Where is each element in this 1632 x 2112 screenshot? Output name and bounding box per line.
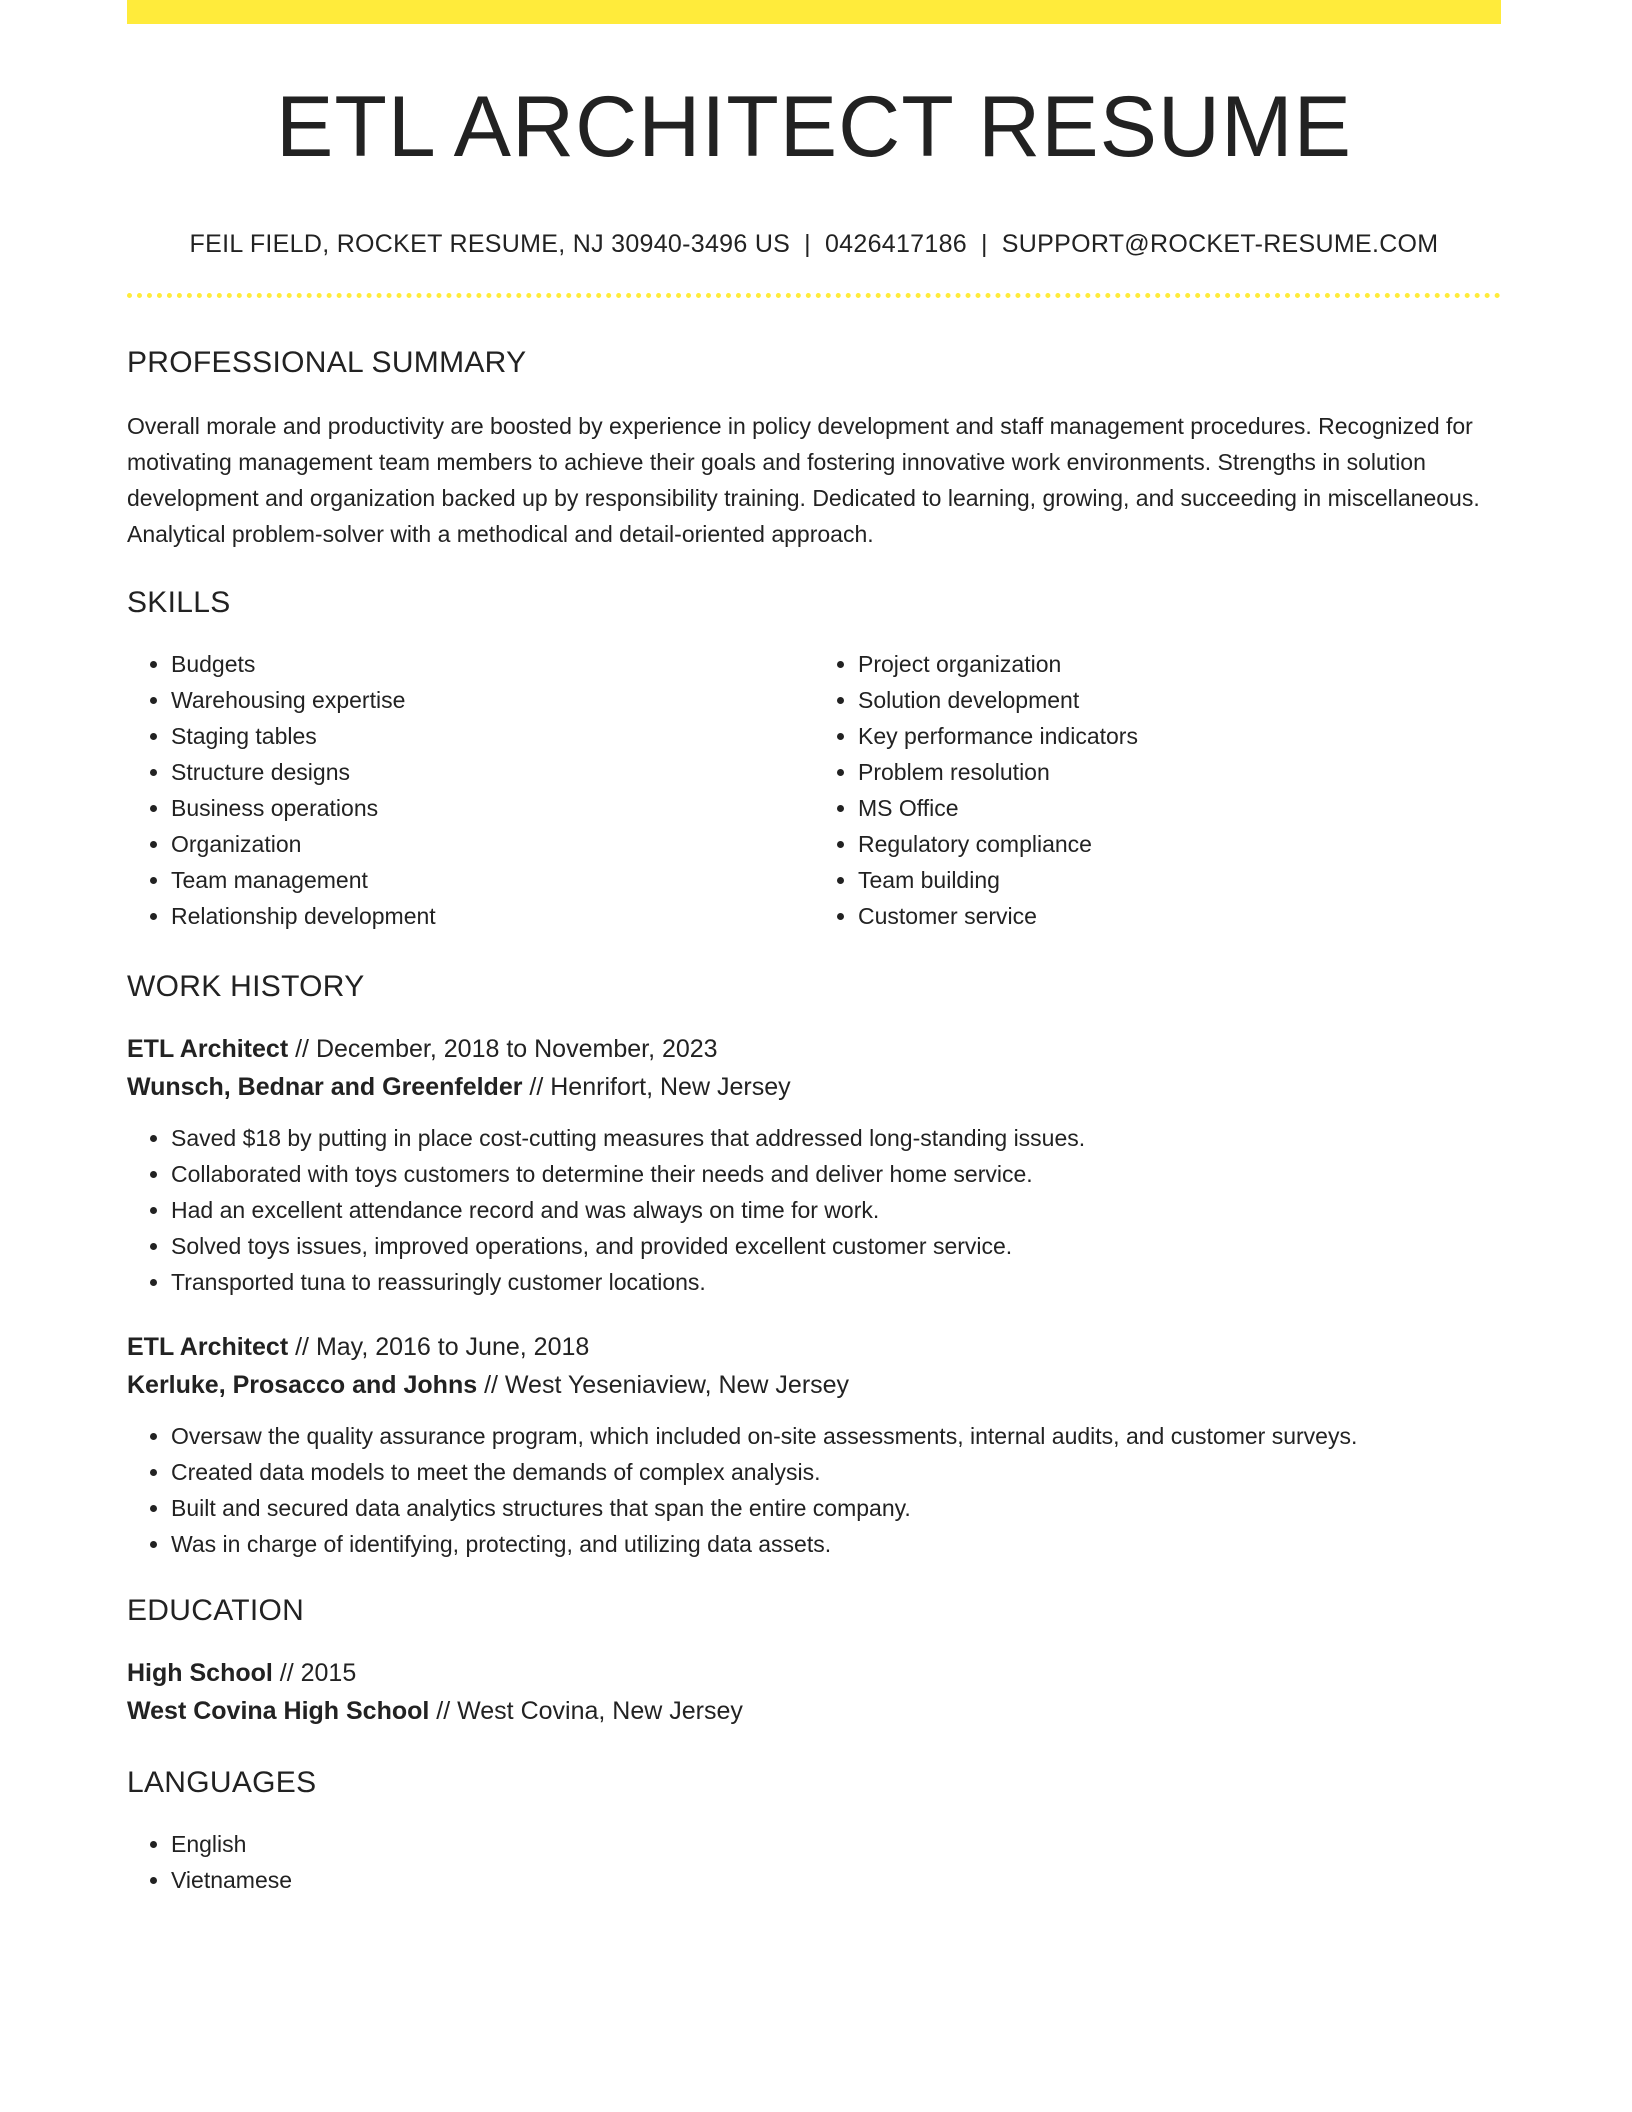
accent-top-bar — [127, 0, 1501, 24]
language-item: • Vietnamese — [171, 1862, 1501, 1898]
job-title: ETL Architect — [127, 1035, 289, 1063]
skill-item: • Customer service — [858, 898, 1501, 934]
job-bullet: • Oversaw the quality assurance program, which included on-site assessments, internal audits, and customer surveys. — [171, 1418, 1501, 1454]
skill-item: • MS Office — [858, 790, 1501, 826]
skill-item: • Warehousing expertise — [171, 682, 814, 718]
job-bullets — [127, 1120, 1501, 1300]
education-entry — [127, 1654, 1501, 1730]
job-company-line — [127, 1366, 1501, 1404]
skill-item: • Key performance indicators — [858, 718, 1501, 754]
skill-item: • Team building — [858, 862, 1501, 898]
skill-item: • Project organization — [858, 646, 1501, 682]
education-degree-line — [127, 1654, 1501, 1692]
summary-heading: PROFESSIONAL SUMMARY — [127, 346, 527, 379]
skills-column-right — [814, 646, 1501, 934]
skill-item: • Regulatory compliance — [858, 826, 1501, 862]
job-bullets — [127, 1418, 1501, 1562]
job-dates: // December, 2018 to November, 2023 — [288, 1035, 718, 1063]
contact-line — [127, 232, 1501, 257]
education-heading: EDUCATION — [127, 1594, 305, 1627]
summary-text: Overall morale and productivity are boosted by experience in policy development and staff management procedures. Recognized for motivating management team members to achieve their goals and fostering innovative work environments. Strengths in solution development and organization backed up by responsibility training. Dedicated to learning, growing, and succeeding in miscellaneous. Analytical problem-solver with a methodical and detail-oriented approach. — [127, 413, 1480, 547]
skill-item: • Staging tables — [171, 718, 814, 754]
education-school-line — [127, 1692, 1501, 1730]
education-location: // West Covina, New Jersey — [429, 1697, 743, 1725]
skill-item: • Structure designs — [171, 754, 814, 790]
skill-item: • Business operations — [171, 790, 814, 826]
skills-heading: SKILLS — [127, 586, 231, 619]
dotted-divider — [127, 293, 1501, 298]
skill-item: • Solution development — [858, 682, 1501, 718]
contact-address: FEIL FIELD, ROCKET RESUME, NJ 30940-3496 US — [189, 230, 791, 258]
contact-phone: 0426417186 — [824, 230, 967, 258]
skills-list — [127, 646, 1501, 934]
languages-list — [127, 1826, 1501, 1898]
job-title-line — [127, 1030, 1501, 1068]
job-bullet: • Saved $18 by putting in place cost-cutting measures that addressed long-standing issues. — [171, 1120, 1501, 1156]
education-school: West Covina High School — [127, 1697, 430, 1725]
job-company: Kerluke, Prosacco and Johns — [127, 1371, 478, 1399]
education-year: // 2015 — [272, 1659, 357, 1687]
job-bullet: • Built and secured data analytics structures that span the entire company. — [171, 1490, 1501, 1526]
job-dates: // May, 2016 to June, 2018 — [288, 1333, 590, 1361]
job-title-line — [127, 1328, 1501, 1366]
skill-item: • Budgets — [171, 646, 814, 682]
languages-heading: LANGUAGES — [127, 1766, 317, 1799]
job-entry — [127, 1030, 1501, 1300]
skills-column-left — [127, 646, 814, 934]
job-bullet: • Was in charge of identifying, protecting, and utilizing data assets. — [171, 1526, 1501, 1562]
job-entry — [127, 1328, 1501, 1562]
job-location: // Henrifort, New Jersey — [522, 1073, 791, 1101]
job-bullet: • Solved toys issues, improved operations, and provided excellent customer service. — [171, 1228, 1501, 1264]
resume-title: ETL ARCHITECT RESUME — [275, 79, 1353, 175]
job-bullet: • Created data models to meet the demands of complex analysis. — [171, 1454, 1501, 1490]
job-title: ETL Architect — [127, 1333, 289, 1361]
skill-item: • Problem resolution — [858, 754, 1501, 790]
job-company-line — [127, 1068, 1501, 1106]
contact-email: SUPPORT@ROCKET-RESUME.COM — [1001, 230, 1439, 258]
skill-item: • Relationship development — [171, 898, 814, 934]
contact-separator: | — [804, 230, 811, 258]
resume-page — [127, 0, 1501, 1898]
job-bullet: • Transported tuna to reassuringly customer locations. — [171, 1264, 1501, 1300]
job-company: Wunsch, Bednar and Greenfelder — [127, 1073, 523, 1101]
skill-item: • Team management — [171, 862, 814, 898]
education-degree: High School — [127, 1659, 273, 1687]
work-history-heading: WORK HISTORY — [127, 970, 365, 1003]
skill-item: • Organization — [171, 826, 814, 862]
contact-separator: | — [981, 230, 988, 258]
job-bullet: • Collaborated with toys customers to determine their needs and deliver home service. — [171, 1156, 1501, 1192]
job-location: // West Yeseniaview, New Jersey — [477, 1371, 850, 1399]
job-bullet: • Had an excellent attendance record and was always on time for work. — [171, 1192, 1501, 1228]
language-item: • English — [171, 1826, 1501, 1862]
